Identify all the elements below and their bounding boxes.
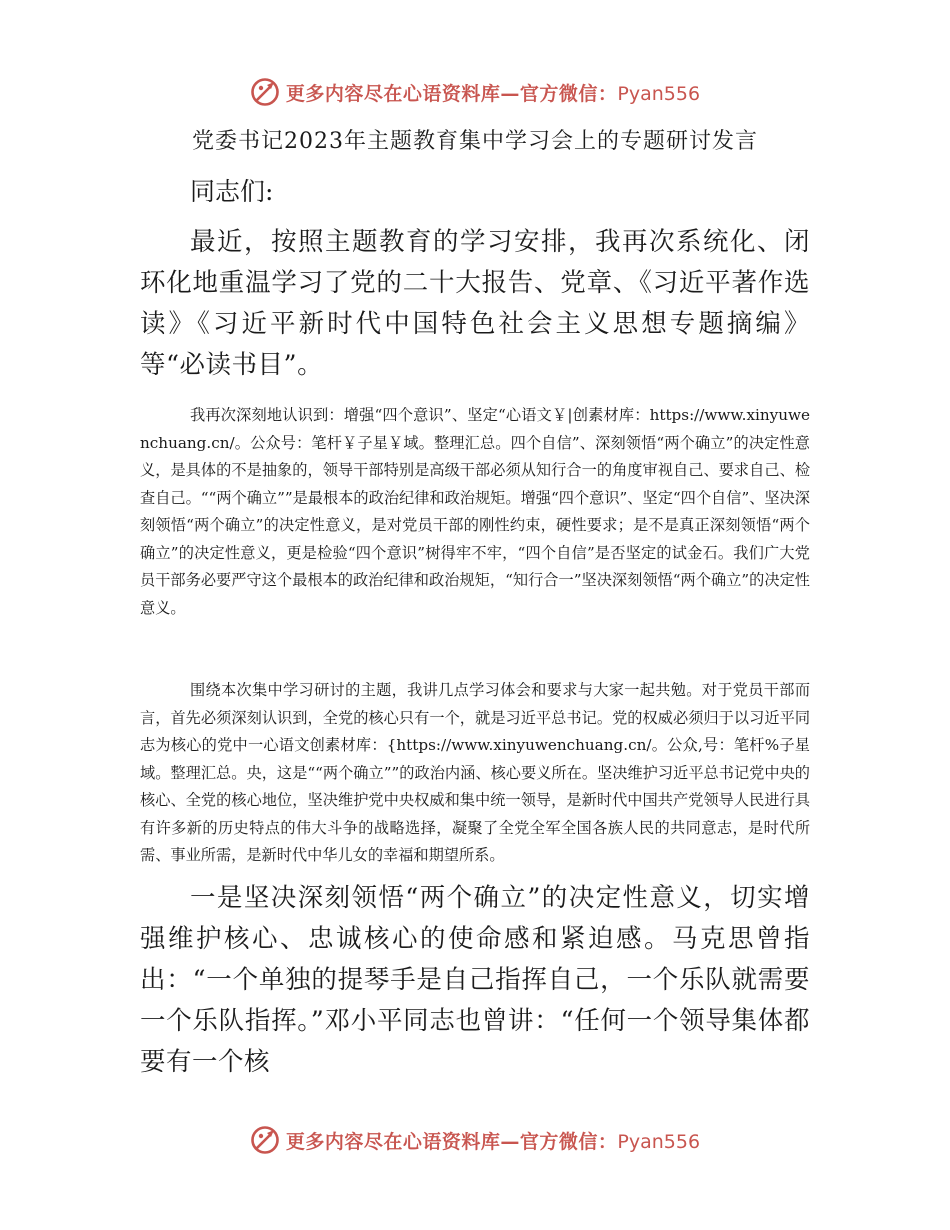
quill-pen-logo-icon [250, 77, 280, 107]
header-watermark-banner [0, 72, 950, 112]
banner-label: 更多内容尽在心语资料库—官方微信： [285, 82, 618, 105]
paragraph-intro: 最近，按照主题教育的学习安排，我再次系统化、闭环化地重温学习了党的二十大报告、党章、《习近平著作选读》《习近平新时代中国特色社会主义思想专题摘编》等“必读书目”。 [140, 227, 810, 380]
greeting: 同志们: [190, 177, 274, 206]
wechat-id: Pyan556 [617, 82, 701, 105]
banner-text [286, 1127, 700, 1154]
quill-pen-logo-icon [250, 1125, 280, 1155]
footer-watermark-banner [0, 1120, 950, 1160]
paragraph-theme: 围绕本次集中学习研讨的主题，我讲几点学习体会和要求与大家一起共勉。对于党员干部而言，首先必须深刻认识到，全党的核心只有一个，就是习近平总书记。党的权威必须归于以习近平同志为核心的党中一心语文创素材库：{https://www.xinyuwenchuang.cn/。公众,号：笔杆%子星域。整理汇总。央，这是““两个确立””的政治内涵、核心要义所在。坚决维护习近平总书记党中央的核心、全党的核心地位，坚决维护党中央权威和集中统一领导，是新时代中国共产党领导人民进行具有许多新的历史特点的伟大斗争的战略选择，凝聚了全党全军全国各族人民的共同意志，是时代所需、事业所需，是新时代中华儿女的幸福和期望所系。 [140, 681, 810, 864]
banner-label: 更多内容尽在心语资料库—官方微信： [285, 1130, 618, 1153]
paragraph-point-one: 一是坚决深刻领悟“两个确立”的决定性意义，切实增强维护核心、忠诚核心的使命感和紧迫感。马克思曾指出：“一个单独的提琴手是自己指挥自己，一个乐队就需要一个乐队指挥。”邓小平同志也曾讲：“任何一个领导集体都要有一个核 [140, 883, 810, 1077]
wechat-id: Pyan556 [617, 1130, 701, 1153]
banner-text [286, 79, 700, 106]
document-title: 党委书记2023年主题教育集中学习会上的专题研讨发言 [192, 129, 758, 154]
paragraph-recognition: 我再次深刻地认识到：增强“四个意识”、坚定“心语文￥|创素材库：https://www.xinyuwenchuang.cn/。公众号：笔杆￥子星￥域。整理汇总。四个自信”、深刻领悟“两个确立”的决定性意义，是具体的不是抽象的，领导干部特别是高级干部必须从知行合一的角度审视自己、要求自己、检查自己。““两个确立””是最根本的政治纪律和政治规矩。增强“四个意识”、坚定“四个自信”、坚决深刻领悟“两个确立”的决定性意义，是对党员干部的刚性约束，硬性要求；是不是真正深刻领悟“两个确立”的决定性意义，更是检验“四个意识”树得牢不牢，“四个自信”是否坚定的试金石。我们广大党员干部务必要严守这个最根本的政治纪律和政治规矩，“知行合一”坚决深刻领悟“两个确立”的决定性意义。 [140, 406, 810, 617]
